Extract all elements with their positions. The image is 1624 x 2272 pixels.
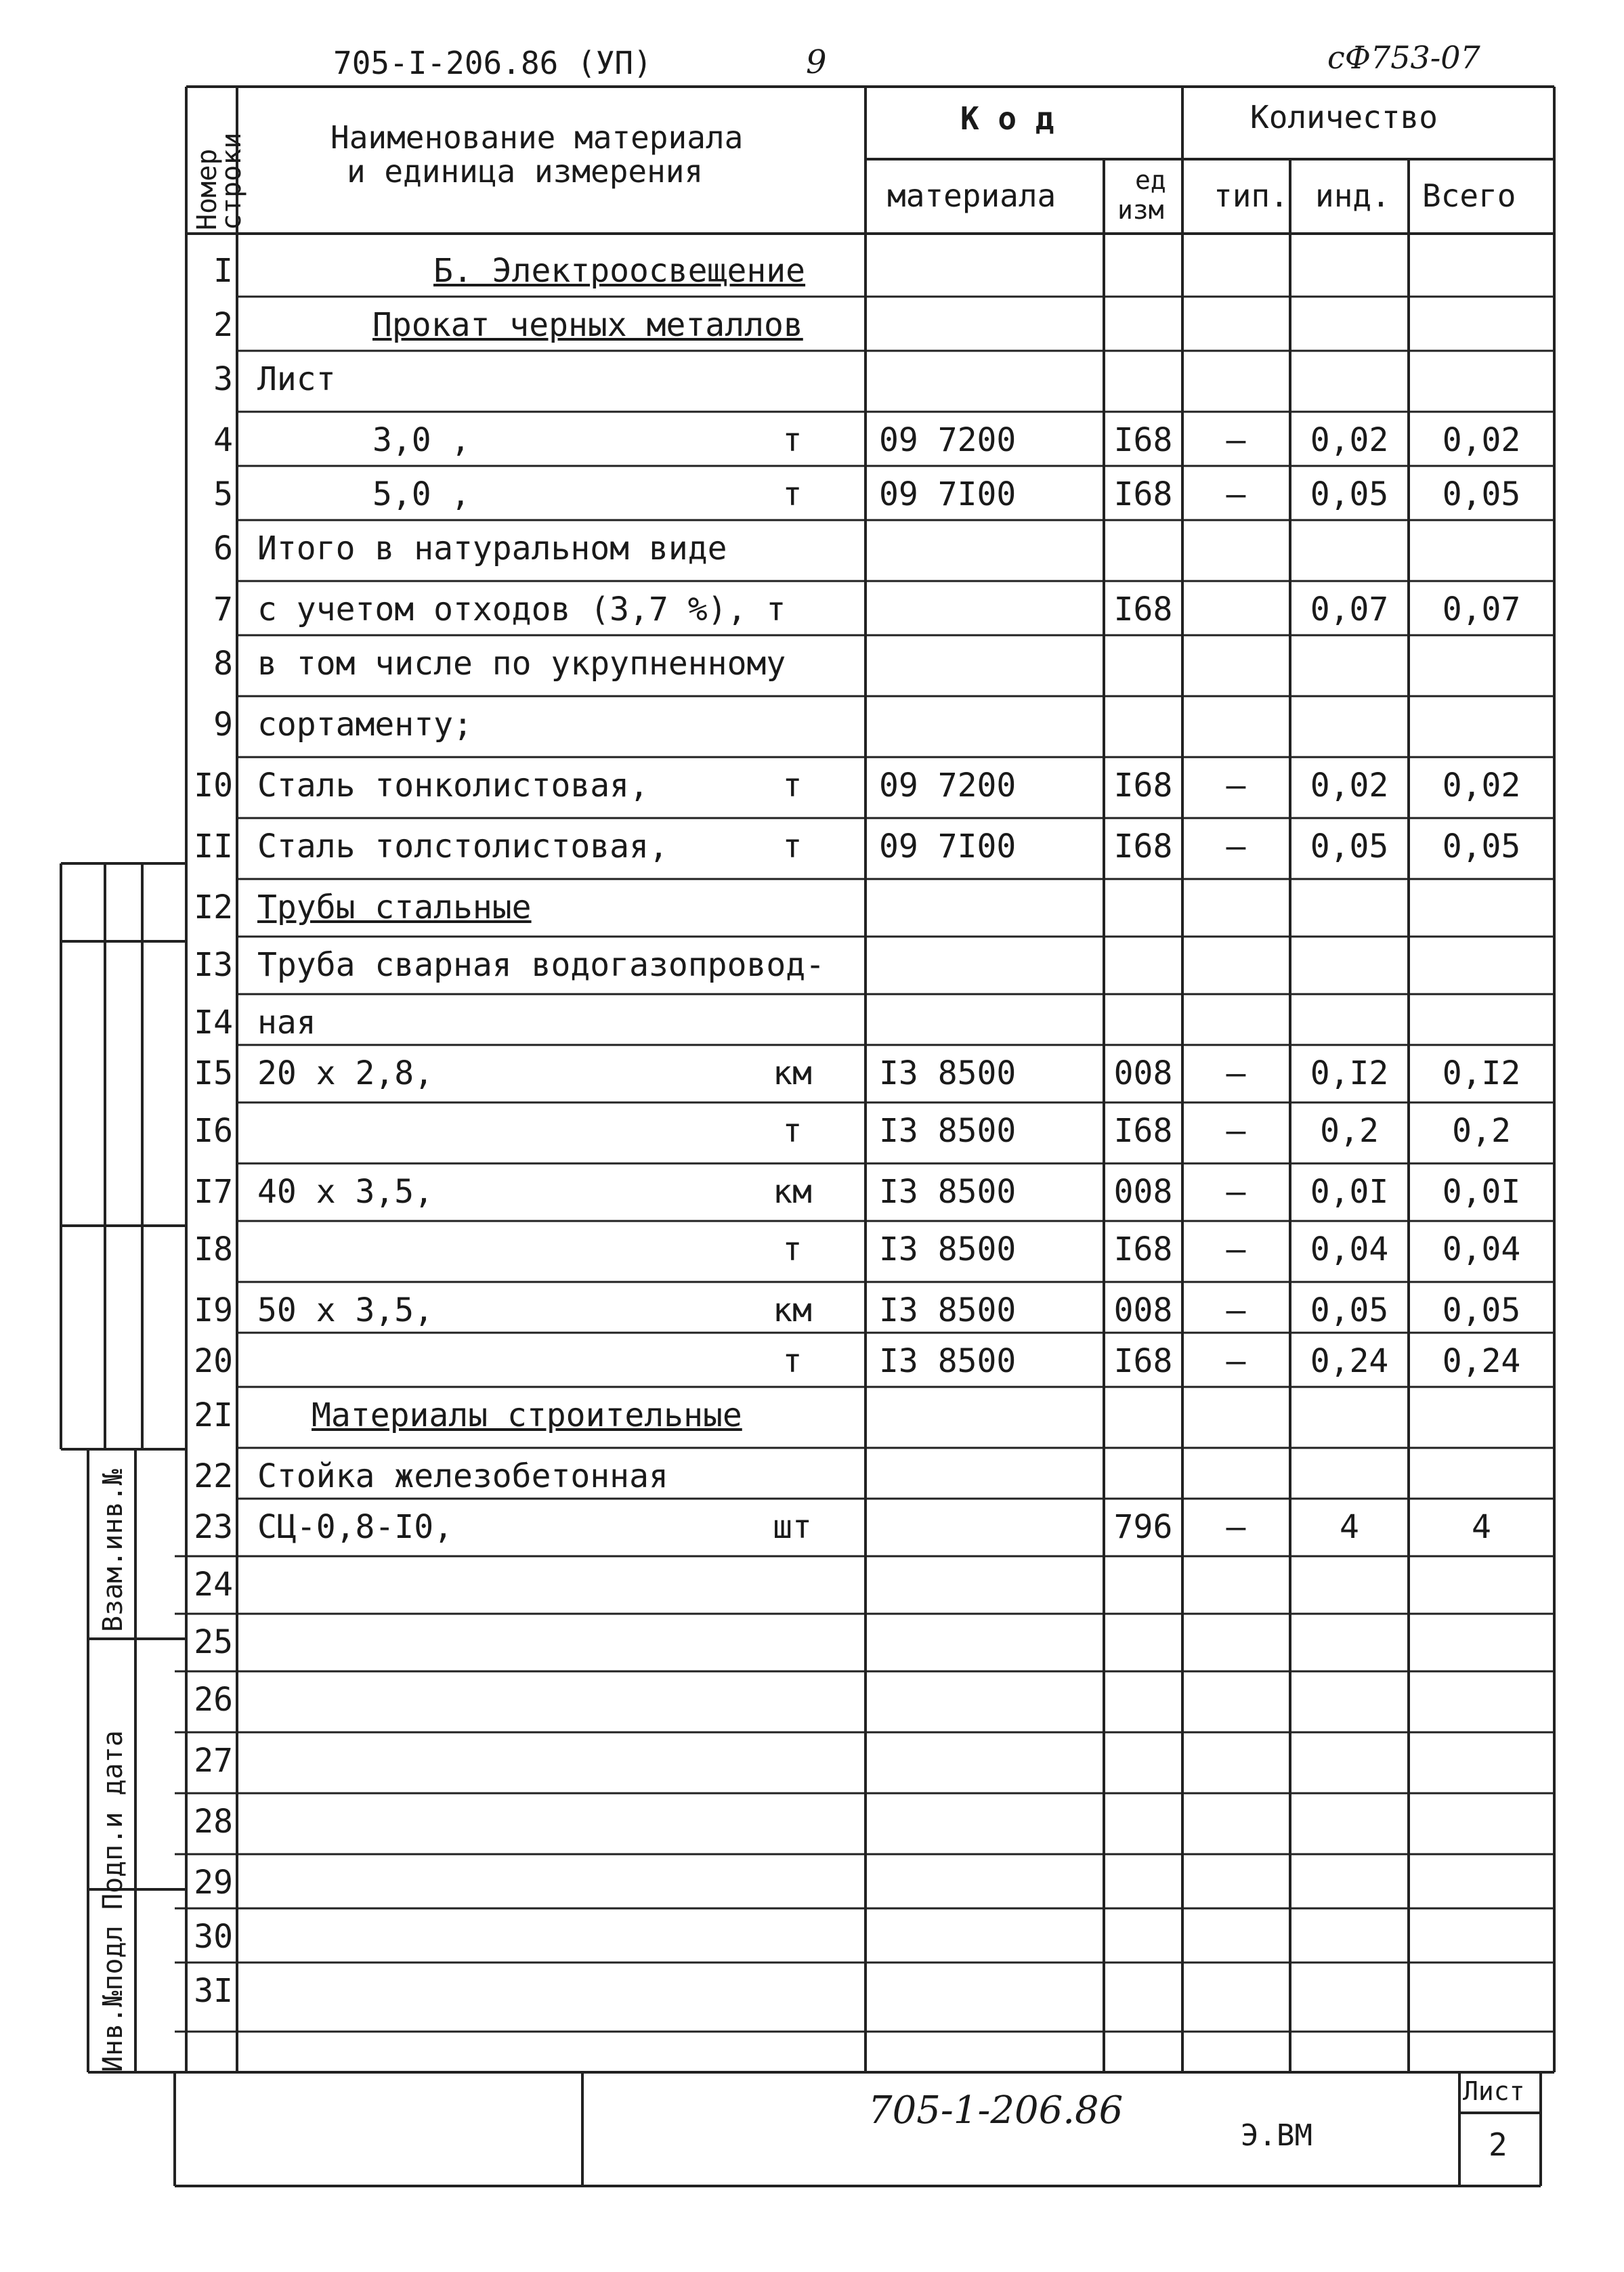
material-code: I3 8500 [879,1230,1017,1268]
material-name: Итого в натуральном виде [257,530,727,567]
material-name: 40 х 3,5, [257,1173,434,1211]
qty-ind: 0,02 [1310,767,1389,805]
row-number: 2I [194,1396,233,1434]
qty-ind: 0,05 [1310,828,1389,865]
series-mark: сФ753-07 [1327,39,1480,76]
material-name: в том числе по укрупненному [257,645,786,683]
unit-label: км [773,1173,812,1211]
material-name: Труба сварная водогазопровод- [257,946,826,984]
table-row [0,1222,1624,1275]
unit-code: I68 [1113,1342,1173,1380]
unit-label: т [782,1230,803,1268]
table-row [0,467,1624,520]
table-row [0,521,1624,574]
row-number: 4 [213,421,233,459]
header-ind: инд. [1315,177,1390,214]
material-code: I3 8500 [879,1054,1017,1092]
table-row [0,413,1624,466]
qty-total: 4 [1472,1508,1491,1546]
row-number: I2 [194,888,233,926]
qty-typ: – [1226,1342,1246,1380]
material-code: I3 8500 [879,1342,1017,1380]
table-row [0,1449,1624,1502]
header-qty-group: Количество [1250,99,1438,135]
qty-total: 0,2 [1452,1112,1511,1150]
row-number: 25 [194,1623,233,1661]
stamp-vzam-inv: Взам.инв.№ [98,1469,129,1632]
qty-typ: – [1226,421,1246,459]
qty-ind: 0,07 [1310,591,1389,628]
material-name: 20 х 2,8, [257,1054,434,1092]
row-number: I5 [194,1054,233,1092]
qty-typ: – [1226,1230,1246,1268]
header-typ: тип. [1214,177,1289,214]
qty-typ: – [1226,1054,1246,1092]
unit-code: I68 [1113,767,1173,805]
unit-code: I68 [1113,475,1173,513]
qty-ind: 0,24 [1310,1342,1389,1380]
unit-code: I68 [1113,828,1173,865]
row-number: 2 [213,306,233,344]
qty-total: 0,05 [1442,475,1521,513]
row-number: 6 [213,530,233,567]
table-row [0,1615,1624,1668]
table-row [0,352,1624,405]
row-number: 9 [213,706,233,744]
row-number: 20 [194,1342,233,1380]
row-number: I3 [194,946,233,984]
qty-total: 0,05 [1442,828,1521,865]
unit-code: I68 [1113,1112,1173,1150]
unit-label: т [782,767,803,805]
material-name: Лист [257,360,336,398]
material-name: Сталь тонколистовая, [257,767,649,805]
table-row [0,938,1624,991]
table-row [0,1283,1624,1336]
stamp-podp-data: Подп.и дата [98,1730,129,1910]
table-row [0,880,1624,933]
unit-code: I68 [1113,421,1173,459]
material-code: I3 8500 [879,1291,1017,1329]
row-number: I9 [194,1291,233,1329]
row-number: I4 [194,1004,233,1042]
material-name: Трубы стальные [257,888,532,926]
table-row [0,1910,1624,1963]
header-total: Всего [1422,177,1516,214]
material-name: Стойка железобетонная [257,1457,668,1495]
unit-code: 008 [1113,1173,1173,1211]
qty-total: 0,24 [1442,1342,1521,1380]
row-number: I7 [194,1173,233,1211]
material-name: Материалы строительные [312,1396,742,1434]
material-name: с учетом отходов (3,7 %), т [257,591,786,628]
qty-ind: 0,0I [1310,1173,1389,1211]
unit-code: 008 [1113,1054,1173,1092]
row-number: 30 [194,1918,233,1956]
material-code: 09 7I00 [879,475,1017,513]
row-number: 29 [194,1864,233,1902]
qty-ind: 0,04 [1310,1230,1389,1268]
table-row [0,1558,1624,1610]
material-name: Б. Электроосвещение [433,252,806,290]
unit-label: км [773,1054,812,1092]
qty-typ: – [1226,1112,1246,1150]
table-row [0,1104,1624,1157]
header-unit-l2: изм [1117,195,1164,225]
footer-doc-no: 705-1-206.86 [868,2088,1124,2132]
material-name: 5,0 , [372,475,471,513]
qty-typ: – [1226,1508,1246,1546]
qty-total: 0,04 [1442,1230,1521,1268]
qty-total: 0,0I [1442,1173,1521,1211]
table-row [0,819,1624,872]
qty-typ: – [1226,475,1246,513]
row-number: I8 [194,1230,233,1268]
unit-code: I68 [1113,1230,1173,1268]
material-code: 09 7200 [879,421,1017,459]
qty-ind: 0,I2 [1310,1054,1389,1092]
material-name: сортаменту; [257,706,473,744]
qty-ind: 0,05 [1310,475,1389,513]
table-row [0,1046,1624,1099]
material-code: I3 8500 [879,1112,1017,1150]
qty-typ: – [1226,1291,1246,1329]
material-name: Прокат черных металлов [372,306,803,344]
row-number: 22 [194,1457,233,1495]
material-code: 09 7200 [879,767,1017,805]
header-unit-l1: ед [1135,165,1166,195]
unit-label: км [773,1291,812,1329]
row-number: 3I [194,1972,233,2010]
table-row [0,244,1624,297]
table-row [0,1734,1624,1786]
qty-ind: 0,05 [1310,1291,1389,1329]
material-code: I3 8500 [879,1173,1017,1211]
table-row [0,1500,1624,1553]
row-number: 7 [213,591,233,628]
footer-section: Э.ВМ [1241,2118,1312,2153]
unit-label: т [782,421,803,459]
header-code-group: К о д [960,100,1054,137]
table-row [0,1334,1624,1387]
qty-ind: 0,2 [1320,1112,1379,1150]
unit-label: т [782,1342,803,1380]
table-row [0,758,1624,811]
material-name: ная [257,1004,316,1042]
qty-total: 0,I2 [1442,1054,1521,1092]
header-name-line1: Наименование материала [330,119,744,156]
table-row [0,1673,1624,1726]
material-name: СЦ-0,8-I0, [257,1508,453,1546]
material-name: 3,0 , [372,421,471,459]
qty-typ: – [1226,1173,1246,1211]
table-row [0,582,1624,635]
unit-code: 796 [1113,1508,1173,1546]
page-mark: 9 [806,43,827,81]
row-number: 26 [194,1681,233,1719]
table-row [0,298,1624,351]
header-material: материала [887,177,1056,214]
qty-total: 0,05 [1442,1291,1521,1329]
row-number: I0 [194,767,233,805]
row-number: 24 [194,1566,233,1604]
material-code: 09 7I00 [879,828,1017,865]
row-number: 28 [194,1803,233,1841]
row-number: I6 [194,1112,233,1150]
header-name-line2: и единица измерения [347,153,704,190]
footer-sheet-label: Лист [1463,2076,1525,2106]
qty-ind: 0,02 [1310,421,1389,459]
qty-total: 0,02 [1442,767,1521,805]
unit-code: 008 [1113,1291,1173,1329]
table-row [0,1165,1624,1218]
qty-total: 0,02 [1442,421,1521,459]
qty-ind: 4 [1340,1508,1359,1546]
table-row [0,637,1624,689]
row-number: 8 [213,645,233,683]
row-number: I [213,252,233,290]
table-row [0,1856,1624,1908]
table-row [0,1795,1624,1847]
qty-total: 0,07 [1442,591,1521,628]
qty-typ: – [1226,767,1246,805]
table-row [0,995,1624,1048]
unit-label: т [782,1112,803,1150]
table-row [0,1964,1624,2017]
unit-label: т [782,828,803,865]
row-number: 27 [194,1742,233,1780]
table-row [0,1388,1624,1441]
doc-code: 705-I-206.86 (УП) [333,45,652,81]
table-row [0,698,1624,750]
material-name: 50 х 3,5, [257,1291,434,1329]
row-number: 3 [213,360,233,398]
stamp-inv-podl: Инв.№подл [98,1925,129,2072]
footer-sheet-no: 2 [1489,2126,1508,2163]
qty-typ: – [1226,828,1246,865]
unit-label: шт [773,1508,812,1546]
material-name: Сталь толстолистовая, [257,828,668,865]
row-number: 5 [213,475,233,513]
unit-code: I68 [1113,591,1173,628]
header-row-number: Номер строки [192,132,247,230]
row-number: II [194,828,233,865]
unit-label: т [782,475,803,513]
row-number: 23 [194,1508,233,1546]
